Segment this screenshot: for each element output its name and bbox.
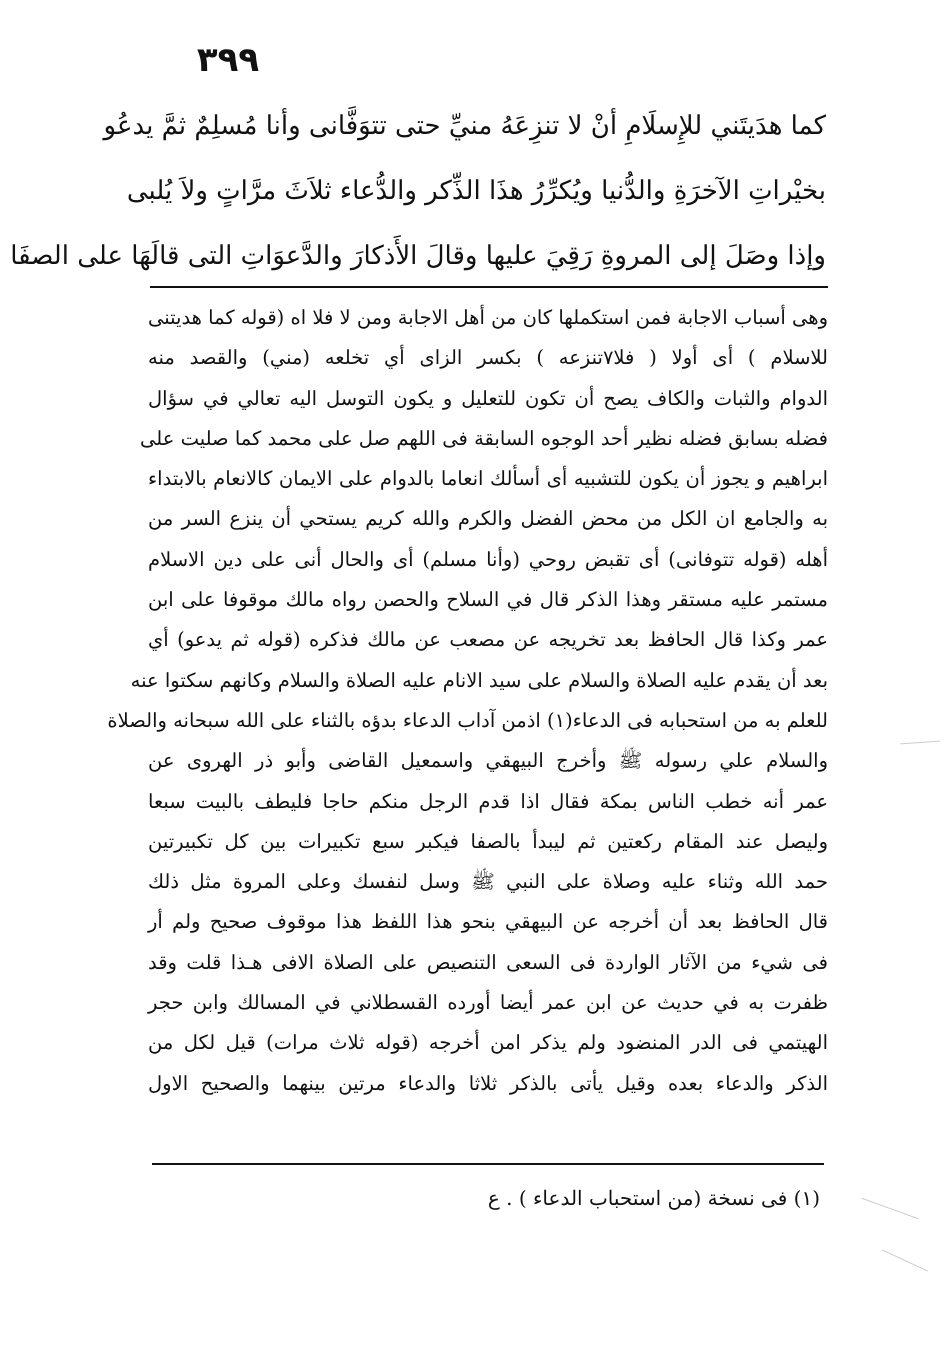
separator-rule-top <box>150 286 828 288</box>
commentary-line: ظفرت به في حديث عن ابن عمر أيضا أورده القسطلاني في المسالك وابن حجر <box>148 991 828 1015</box>
commentary-line: قال الحافظ بعد أن أخرجه عن البيهقي بنحو هذا اللفظ هذا موقوف صحيح ولم أر <box>148 910 828 934</box>
commentary-line: حمد الله وثناء عليه وصلاة على النبي ﷺ وسل لنفسك وعلى المروة مثل ذلك <box>148 870 828 894</box>
commentary-line: عمر وكذا قال الحافظ بعد تخريجه عن مصعب عن مالك فذكره (قوله ثم يدعو) أي <box>148 628 828 652</box>
scan-artifact <box>900 741 940 745</box>
commentary-line: الذكر والدعاء بعده وقيل يأتى بالذكر ثلاثا والدعاء مرتين بينهما والصحيح الاول <box>148 1071 828 1095</box>
main-text-line: كما هدَيتَني للإِسلَامِ أنْ لا تنزِعَهُ منيِّ حتى تتوَفَّانى وأنا مُسلِمٌ ثمَّ يدعُو <box>103 111 826 141</box>
commentary-line: عمر أنه خطب الناس بمكة فقال اذا قدم الرجل منكم حاجا فليطف بالبيت سبعا <box>148 789 828 813</box>
commentary-line: به والجامع ان الكل من محض الفضل والكرم والله كريم يستحي أن ينزع السر من <box>148 507 828 531</box>
commentary-line: فى شيء من الآثار الواردة فى السعى التنصيص على الصلاة الافى هـذا قلت وقد <box>148 950 828 974</box>
main-text-block <box>10 94 826 289</box>
commentary-line: وهى أسباب الاجابة فمن استكملها كان من أهل الاجابة ومن لا فلا اه (قوله كما هديتنى <box>148 306 828 329</box>
scan-artifact <box>862 1198 919 1219</box>
commentary-line: وليصل عند المقام ركعتين ثم ليبدأ بالصفا فيكبر سبع تكبيرات بين كل تكبيرتين <box>148 829 828 853</box>
separator-rule-bottom <box>152 1163 824 1165</box>
main-text-line: بخيْراتِ الآخرَةِ والدُّنيا ويُكرِّرُ هذَا الذِّكر والدُّعاء ثلاَثَ مرَّاتٍ ولاَ يُلبى <box>126 176 826 206</box>
commentary-line: بعد أن يقدم عليه الصلاة والسلام على سيد الانام عليه الصلاة والسلام وكانهم سكتوا عنه <box>130 668 828 692</box>
commentary-line: الدوام والثبات والكاف يصح أن تكون للتعليل و يكون التوسل اليه تعالي في سؤال <box>148 386 828 410</box>
commentary-line: الهيتمي فى الدر المنضود ولم يذكر امن أخرجه (قوله ثلاث مرات) قيل لكل من <box>148 1031 828 1055</box>
commentary-line: فضله بسابق فضله نظير أحد الوجوه السابقة فى اللهم صل على محمد كما صليت على <box>140 426 828 450</box>
commentary-line: مستمر عليه مستقر وهذا الذكر قال في السلاح والحصن رواه مالك موقوفا على ابن <box>148 588 828 612</box>
commentary-line: ابراهيم و يجوز أن يكون للتشبيه أى أسألك انعاما بالدوام على الايمان كالانعام بالابتداء <box>148 467 828 491</box>
scan-artifact <box>882 1249 928 1271</box>
commentary-line: والسلام علي رسوله ﷺ وأخرج البيهقي واسمعيل القاضى وأبو ذر الهروى عن <box>148 749 828 773</box>
commentary-block <box>107 298 828 1104</box>
page-number: ٣٩٩ <box>196 40 260 80</box>
footnote: (١) فى نسخة (من استحباب الدعاء ) . ع <box>487 1186 820 1210</box>
main-text-line: وإذا وصَلَ إلى المروةِ رَقِيَ عليها وقالَ الأَذكارَ والدَّعوَاتِ التى قالَهَا على الصفَا <box>10 241 826 271</box>
commentary-line: للعلم به من استحبابه فى الدعاء(١) اذمن آداب الدعاء بدؤه بالثناء على الله سبحانه والصلاة <box>107 708 828 732</box>
commentary-line: أهله (قوله تتوفانى) أى تقبض روحي (وأنا مسلم) أى والحال أنى على دين الاسلام <box>148 547 828 571</box>
commentary-line: للاسلام ) أى أولا ( فلا٧تنزعه ) بكسر الزاى أي تخلعه (مني) والقصد منه <box>148 346 828 370</box>
